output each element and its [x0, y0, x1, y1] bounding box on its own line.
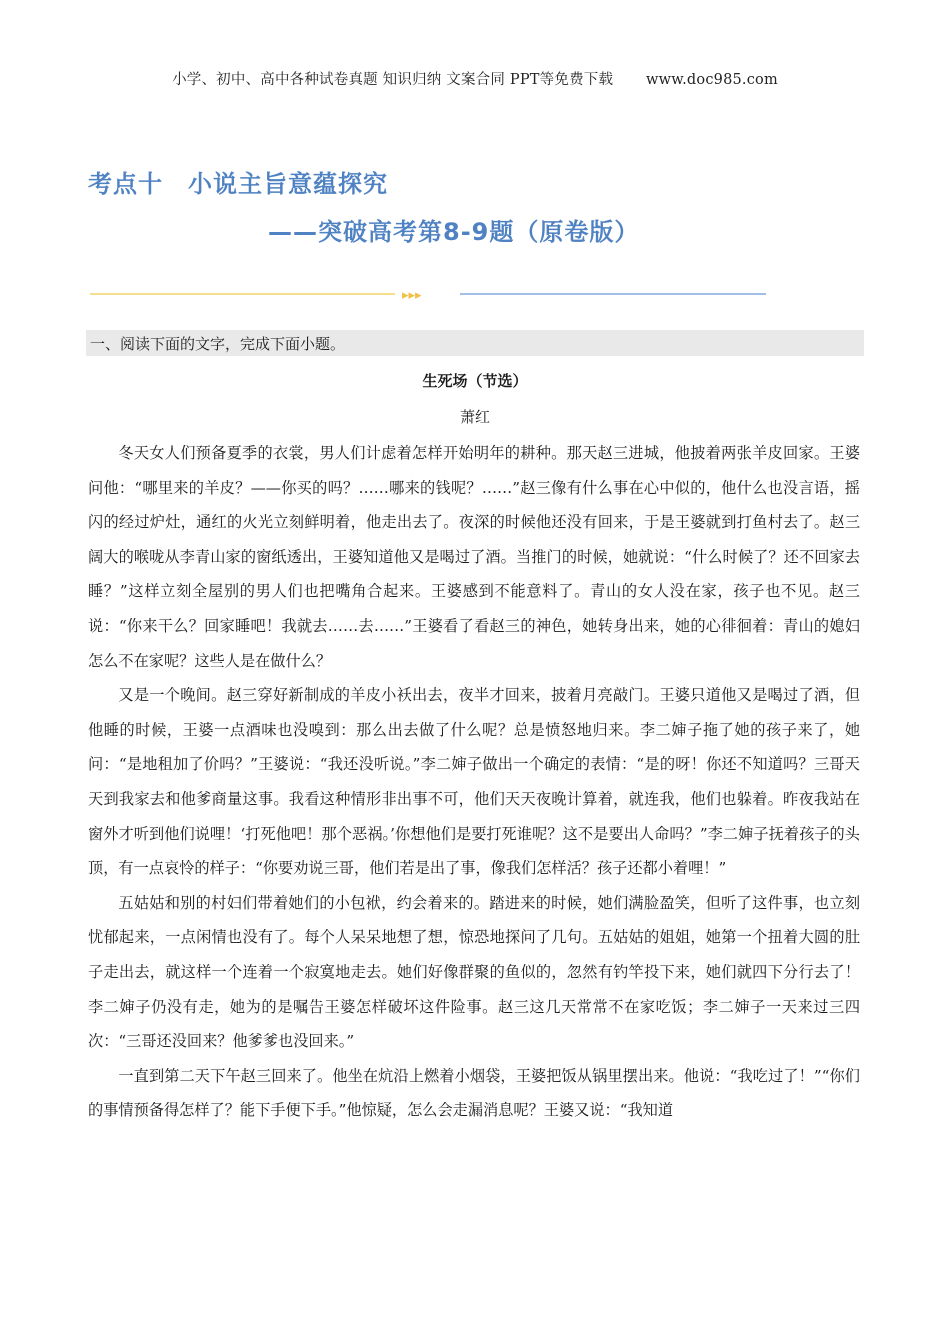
page-subtitle: ——突破高考第8-9题（原卷版） — [268, 218, 640, 246]
passage-author: 萧红 — [459, 408, 490, 426]
paragraph: 冬天女人们预备夏季的衣裳，男人们计虑着怎样开始明年的耕种。那天赵三进城，他披着两张羊皮回家。王婆问他：“哪里来的羊皮？——你买的吗？……哪来的钱呢？……”赵三像有什么事在心中似的，他什么也没言语，摇闪的经过炉灶，通红的火光立刻鲜明着，他走出去了。夜深的时候他还没有回来，于是王婆就到打鱼村去了。赵三阔大的喉咙从李青山家的窗纸透出，王婆知道他又是喝过了酒。当推门的时候，她就说：“什么时候了？还不回家去睡？”这样立刻全屋别的男人们也把嘴角合起来。王婆感到不能意料了。青山的女人没在家，孩子也不见。赵三说：“你来干么？回家睡吧！我就去……去……”王婆看了看赵三的神色，她转身出来，她的心徘徊着：青山的媳妇怎么不在家呢？这些人是在做什么？ — [88, 444, 860, 670]
passage-body — [88, 436, 860, 1128]
passage-title: 生死场（节选） — [422, 372, 528, 390]
header-site[interactable]: www.doc985.com — [645, 72, 778, 88]
title-divider — [90, 284, 770, 304]
section-heading: 一、阅读下面的文字，完成下面小题。 — [86, 330, 864, 356]
page-title: 考点十 小说主旨意蕴探究 — [88, 170, 388, 198]
divider-arrows-icon: ▸▸▸ — [402, 288, 422, 303]
page-header — [0, 68, 950, 89]
paragraph: 一直到第二天下午赵三回来了。他坐在炕沿上燃着小烟袋，王婆把饭从锅里摆出来。他说：“我吃过了！”“你们的事情预备得怎样了？能下手便下手。”他惊疑，怎么会走漏消息呢？王婆又说：“我知道 — [88, 1066, 860, 1120]
paragraph: 又是一个晚间。赵三穿好新制成的羊皮小袄出去，夜半才回来，披着月亮敲门。王婆只道他又是喝过了酒，但他睡的时候，王婆一点酒味也没嗅到：那么出去做了什么呢？总是愤怒地归来。李二婶子拖了她的孩子来了，她问：“是地租加了价吗？”王婆说：“我还没听说。”李二婶子做出一个确定的表情：“是的呀！你还不知道吗？三哥天天到我家去和他爹商量这事。我看这种情形非出事不可，他们天天夜晚计算着，就连我，他们也躲着。昨夜我站在窗外才听到他们说哩！‘打死他吧！那个恶祸。’你想他们是要打死谁呢？这不是要出人命吗？”李二婶子抚着孩子的头顶，有一点哀怜的样子：“你要劝说三哥，他们若是出了事，像我们怎样活？孩子还都小着哩！” — [88, 686, 860, 878]
paragraph: 五姑姑和别的村妇们带着她们的小包袱，约会着来的。踏进来的时候，她们满脸盈笑，但听了这件事，也立刻忧郁起来，一点闲情也没有了。每个人呆呆地想了想，惊恐地探问了几句。五姑姑的姐姐，她第一个扭着大圆的肚子走出去，就这样一个连着一个寂寞地走去。她们好像群聚的鱼似的，忽然有钓竿投下来，她们就四下分行去了！李二婶子仍没有走，她为的是嘱告王婆怎样破坏这件险事。赵三这几天常常不在家吃饭；李二婶子一天来过三四次：“三哥还没回来？他爹爹也没回来。” — [88, 893, 860, 1051]
header-text: 小学、初中、高中各种试卷真题 知识归纳 文案合同 PPT等免费下载 — [172, 72, 614, 88]
